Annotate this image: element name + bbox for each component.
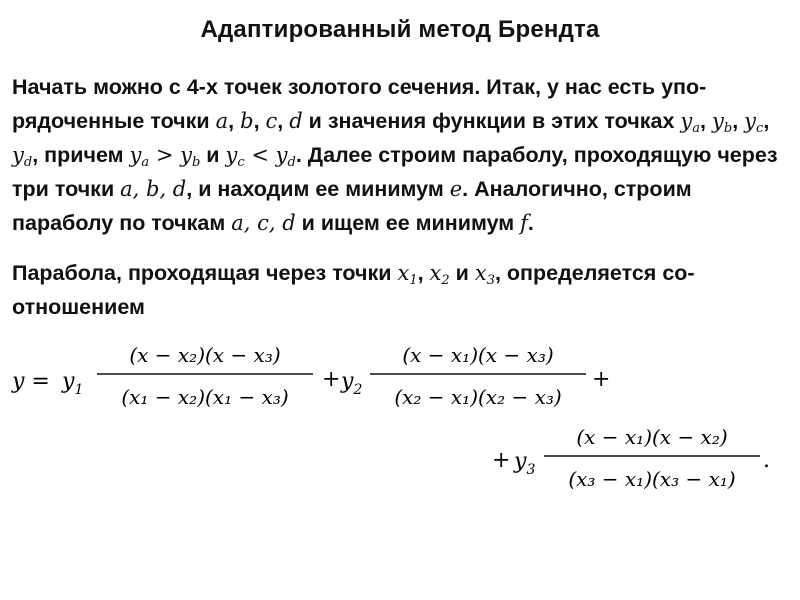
var-ya: $y_a$ <box>680 109 701 136</box>
term1-coef: $y_1$ <box>62 369 84 398</box>
var-c: c <box>265 109 278 133</box>
var-yd: $y_d$ <box>12 143 33 170</box>
term2-numerator: (x − x₁)(x − x₃) <box>402 343 554 367</box>
p1-text-11: и ищем ее минимум <box>295 211 521 235</box>
points-abd: a, b, d <box>120 177 187 201</box>
p1-text-6: , причем <box>32 143 130 167</box>
term2-coef: $y_2$ <box>341 369 363 398</box>
p1-text-3: , <box>700 109 712 133</box>
p1-text-12: . <box>527 211 534 235</box>
formula-lhs: y = <box>12 369 50 394</box>
var-a: a <box>215 109 229 133</box>
cmp2-right: $y_d$ <box>275 143 296 170</box>
var-yb: $y_b$ <box>712 109 733 136</box>
var-b: b <box>240 109 254 133</box>
paragraph-2 <box>12 256 792 324</box>
p1-text-1: Начать можно с 4-х точек золотого сечения. Итак, у нас есть упо-рядоченные точки <box>12 75 707 133</box>
var-yc: $y_c$ <box>744 109 764 136</box>
plus-sign-2: + <box>592 367 611 392</box>
p1-comma-1: , <box>228 109 241 133</box>
var-x1: $x_1$ <box>397 261 418 288</box>
term1-numerator: (x − x₂)(x − x₃) <box>129 343 281 367</box>
term1-denominator: (x₁ − x₂)(x₁ − x₃) <box>121 385 289 409</box>
plus-sign-3: + <box>492 448 511 473</box>
p1-text-4: , <box>732 109 745 133</box>
cmp1-right: $y_b$ <box>180 143 201 170</box>
points-acd: a, c, d <box>231 211 296 235</box>
p1-text-8: . Далее строим параболу, проходящую через три точки <box>12 143 778 201</box>
var-d: d <box>289 109 303 133</box>
p1-text-10: . Аналогично, строим параболу по точкам <box>12 177 692 235</box>
p1-comma-2: , <box>253 109 266 133</box>
term2-denominator: (x₂ − x₁)(x₂ − x₃) <box>394 385 562 409</box>
var-f: f <box>520 211 528 235</box>
p2-text-2: и <box>449 261 475 285</box>
p2-text-3: , определяется со-отношением <box>12 261 695 319</box>
less-than-sign: < <box>244 143 276 167</box>
formula-end-period: . <box>763 448 770 473</box>
term3-denominator: (x₃ − x₁)(x₃ − x₁) <box>568 467 736 491</box>
paragraph-1 <box>12 70 792 240</box>
p1-text-7: и <box>200 143 226 167</box>
plus-sign-1: + <box>322 367 341 392</box>
var-e: e <box>449 177 463 201</box>
var-x3: $x_3$ <box>474 261 495 288</box>
greater-than-sign: > <box>149 143 181 167</box>
cmp1-left: $y_a$ <box>129 143 150 170</box>
var-x2: $x_2$ <box>429 261 450 288</box>
p1-comma-3: , <box>277 109 290 133</box>
term3-coef: $y_3$ <box>514 449 536 478</box>
cmp2-left: $y_c$ <box>225 143 245 170</box>
p1-text-2: и значения функции в этих точках <box>302 109 681 133</box>
p2-comma: , <box>417 261 430 285</box>
p2-text-1: Парабола, проходящая через точки <box>12 261 398 285</box>
term3-numerator: (x − x₁)(x − x₂) <box>576 425 728 449</box>
p1-text-5: , <box>763 109 770 133</box>
slide-title: Адаптированный метод Брендта <box>200 16 600 43</box>
p1-text-9: , и находим ее минимум <box>186 177 450 201</box>
